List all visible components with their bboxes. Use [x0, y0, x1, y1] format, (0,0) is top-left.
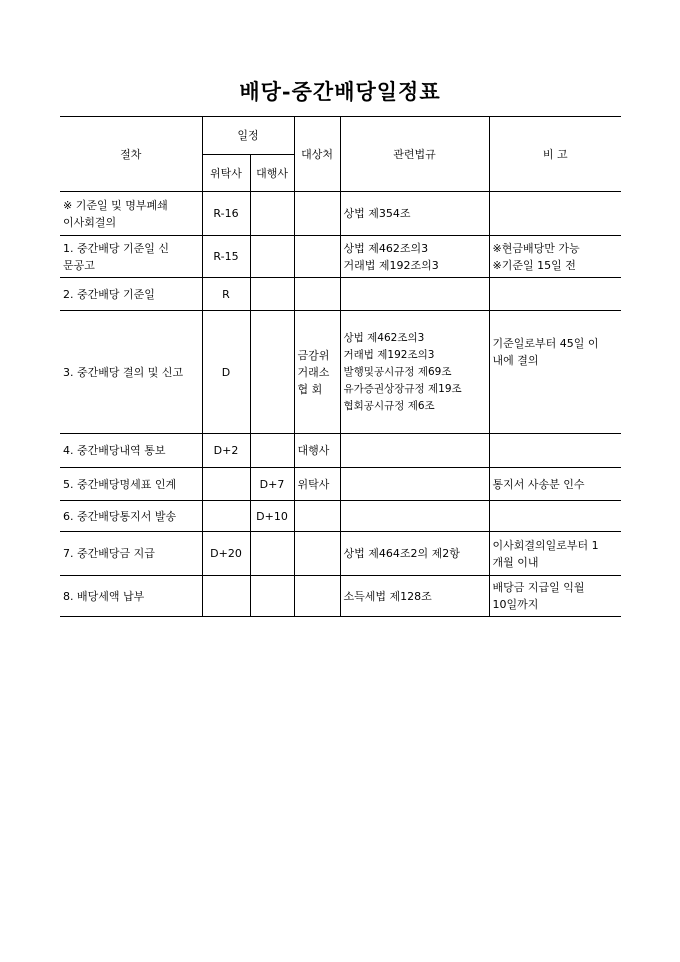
header-agent: 대행사: [250, 155, 294, 192]
target-cell: 대행사: [294, 434, 340, 468]
agent-cell: [250, 236, 294, 278]
table-row: [60, 434, 621, 468]
procedure-cell: 5. 중간배당명세표 인계: [60, 468, 202, 501]
trustee-cell: R-15: [202, 236, 250, 278]
trustee-cell: R: [202, 278, 250, 311]
procedure-cell: ※ 기준일 및 명부폐쇄 이사회결의: [60, 192, 202, 236]
law-cell: 상법 제462조의3 거래법 제192조의3: [340, 236, 489, 278]
table-row: [60, 576, 621, 617]
header-trustee: 위탁사: [202, 155, 250, 192]
agent-cell: [250, 311, 294, 434]
agent-cell: D+10: [250, 501, 294, 532]
remark-cell: [489, 434, 621, 468]
target-cell: [294, 236, 340, 278]
procedure-cell: 4. 중간배당내역 통보: [60, 434, 202, 468]
trustee-cell: [202, 501, 250, 532]
document-title: 배당-중간배당일정표: [239, 79, 441, 104]
header-law: 관련법규: [340, 117, 489, 192]
table-row: [60, 278, 621, 311]
table-row: [60, 192, 621, 236]
remark-cell: 배당금 지급일 익월 10일까지: [489, 576, 621, 617]
target-cell: [294, 501, 340, 532]
law-cell: [340, 278, 489, 311]
target-cell: [294, 278, 340, 311]
header-remark: 비 고: [489, 117, 621, 192]
trustee-cell: D+2: [202, 434, 250, 468]
remark-cell: [489, 278, 621, 311]
table-row: [60, 468, 621, 501]
law-cell: [340, 434, 489, 468]
remark-cell: [489, 501, 621, 532]
target-cell: 위탁사: [294, 468, 340, 501]
agent-cell: [250, 278, 294, 311]
target-cell: 금감위 거래소 협 회: [294, 311, 340, 434]
remark-cell: 이사회결의일로부터 1 개월 이내: [489, 532, 621, 576]
procedure-cell: 3. 중간배당 결의 및 신고: [60, 311, 202, 434]
agent-cell: D+7: [250, 468, 294, 501]
target-cell: [294, 192, 340, 236]
procedure-cell: 1. 중간배당 기준일 신 문공고: [60, 236, 202, 278]
procedure-cell: 2. 중간배당 기준일: [60, 278, 202, 311]
agent-cell: [250, 532, 294, 576]
trustee-cell: D: [202, 311, 250, 434]
table-row: [60, 532, 621, 576]
header-procedure: 절차: [60, 117, 202, 192]
law-cell: 소득세법 제128조: [340, 576, 489, 617]
agent-cell: [250, 434, 294, 468]
trustee-cell: [202, 576, 250, 617]
agent-cell: [250, 192, 294, 236]
remark-cell: 통지서 사송분 인수: [489, 468, 621, 501]
table-row: [60, 236, 621, 278]
procedure-cell: 7. 중간배당금 지급: [60, 532, 202, 576]
trustee-cell: R-16: [202, 192, 250, 236]
remark-cell: ※현금배당만 가능 ※기준일 15일 전: [489, 236, 621, 278]
agent-cell: [250, 576, 294, 617]
header-schedule: 일정: [202, 117, 294, 155]
target-cell: [294, 532, 340, 576]
law-cell: 상법 제464조2의 제2항: [340, 532, 489, 576]
trustee-cell: D+20: [202, 532, 250, 576]
remark-cell: [489, 192, 621, 236]
procedure-cell: 6. 중간배당통지서 발송: [60, 501, 202, 532]
procedure-cell: 8. 배당세액 납부: [60, 576, 202, 617]
law-cell: 상법 제354조: [340, 192, 489, 236]
trustee-cell: [202, 468, 250, 501]
target-cell: [294, 576, 340, 617]
law-cell: [340, 468, 489, 501]
remark-cell: 기준일로부터 45일 이 내에 결의: [489, 311, 621, 434]
header-target: 대상처: [294, 117, 340, 192]
dividend-schedule-table: [60, 116, 621, 617]
law-cell: [340, 501, 489, 532]
law-cell: 상법 제462조의3 거래법 제192조의3 발행및공시규정 제69조 유가증권상장규정 제19조 협회공시규정 제6조: [340, 311, 489, 434]
table-row: [60, 311, 621, 434]
table-row: [60, 501, 621, 532]
